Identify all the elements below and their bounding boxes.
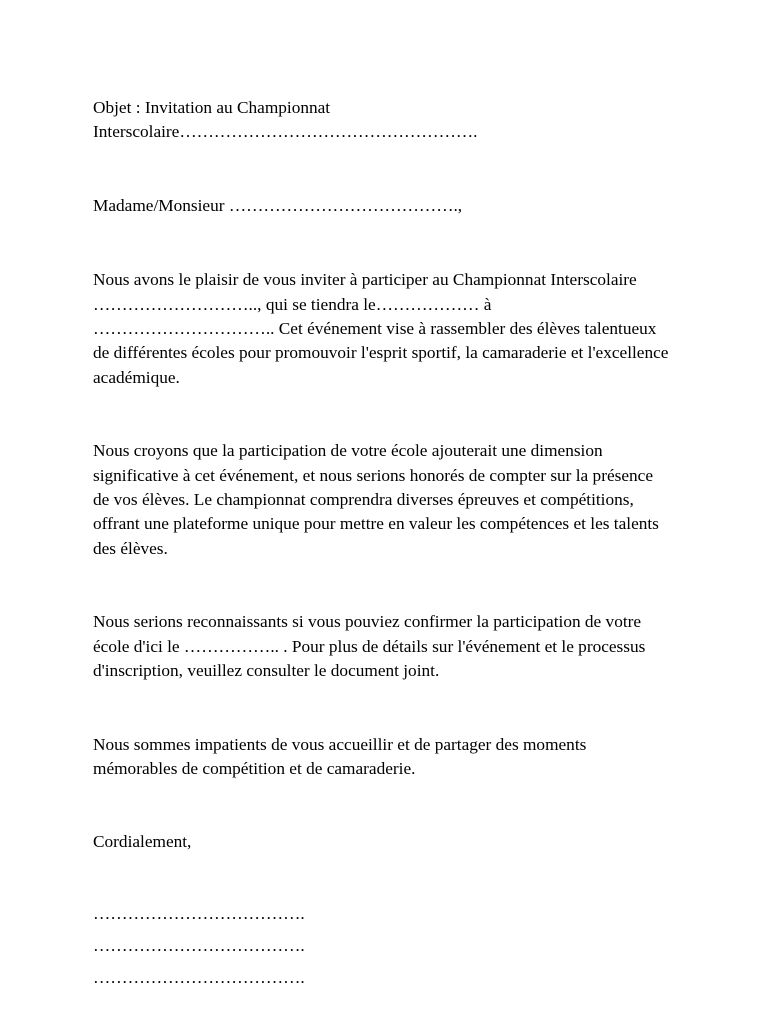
- signature-line-2: ……………………………….: [93, 935, 305, 955]
- signature-line-1: ……………………………….: [93, 903, 305, 923]
- letter-paragraph-3: Nous serions reconnaissants si vous pouviez confirmer la participation de votre école d'ici le …………….. . Pour plus de détails sur l'événement et le processus d'inscription, veuillez consulter le document joint.: [93, 612, 646, 681]
- subject-line-1: Objet : Invitation au Championnat: [93, 98, 331, 117]
- invitation-letter: [93, 96, 673, 998]
- signature-block: [93, 902, 673, 998]
- letter-salutation: Madame/Monsieur ………………………………….,: [93, 195, 463, 215]
- letter-subject: [93, 96, 673, 145]
- letter-paragraph-4: Nous sommes impatients de vous accueillir et de partager des moments mémorables de compétition et de camaraderie.: [93, 734, 587, 778]
- subject-line-2: Interscolaire…………………………………………….: [93, 122, 478, 142]
- letter-paragraph-1: Nous avons le plaisir de vous inviter à participer au Championnat Interscolaire ……………………….., qui se tiendra le……………… à ………………………….. Cet événement vise à rassembler des élèves talentueux de différentes écoles pour promouvoir l'esprit sportif, la camaraderie et l'excellence académique.: [93, 270, 669, 387]
- letter-paragraph-2: Nous croyons que la participation de votre école ajouterait une dimension significative à cet événement, et nous serions honorés de compter sur la présence de vos élèves. Le championnat comprendra diverses épreuves et compétitions, offrant une plateforme unique pour mettre en valeur les compétences et les talents des élèves.: [93, 441, 659, 558]
- signature-line-3: ……………………………….: [93, 967, 305, 987]
- letter-closing: Cordialement,: [93, 832, 192, 852]
